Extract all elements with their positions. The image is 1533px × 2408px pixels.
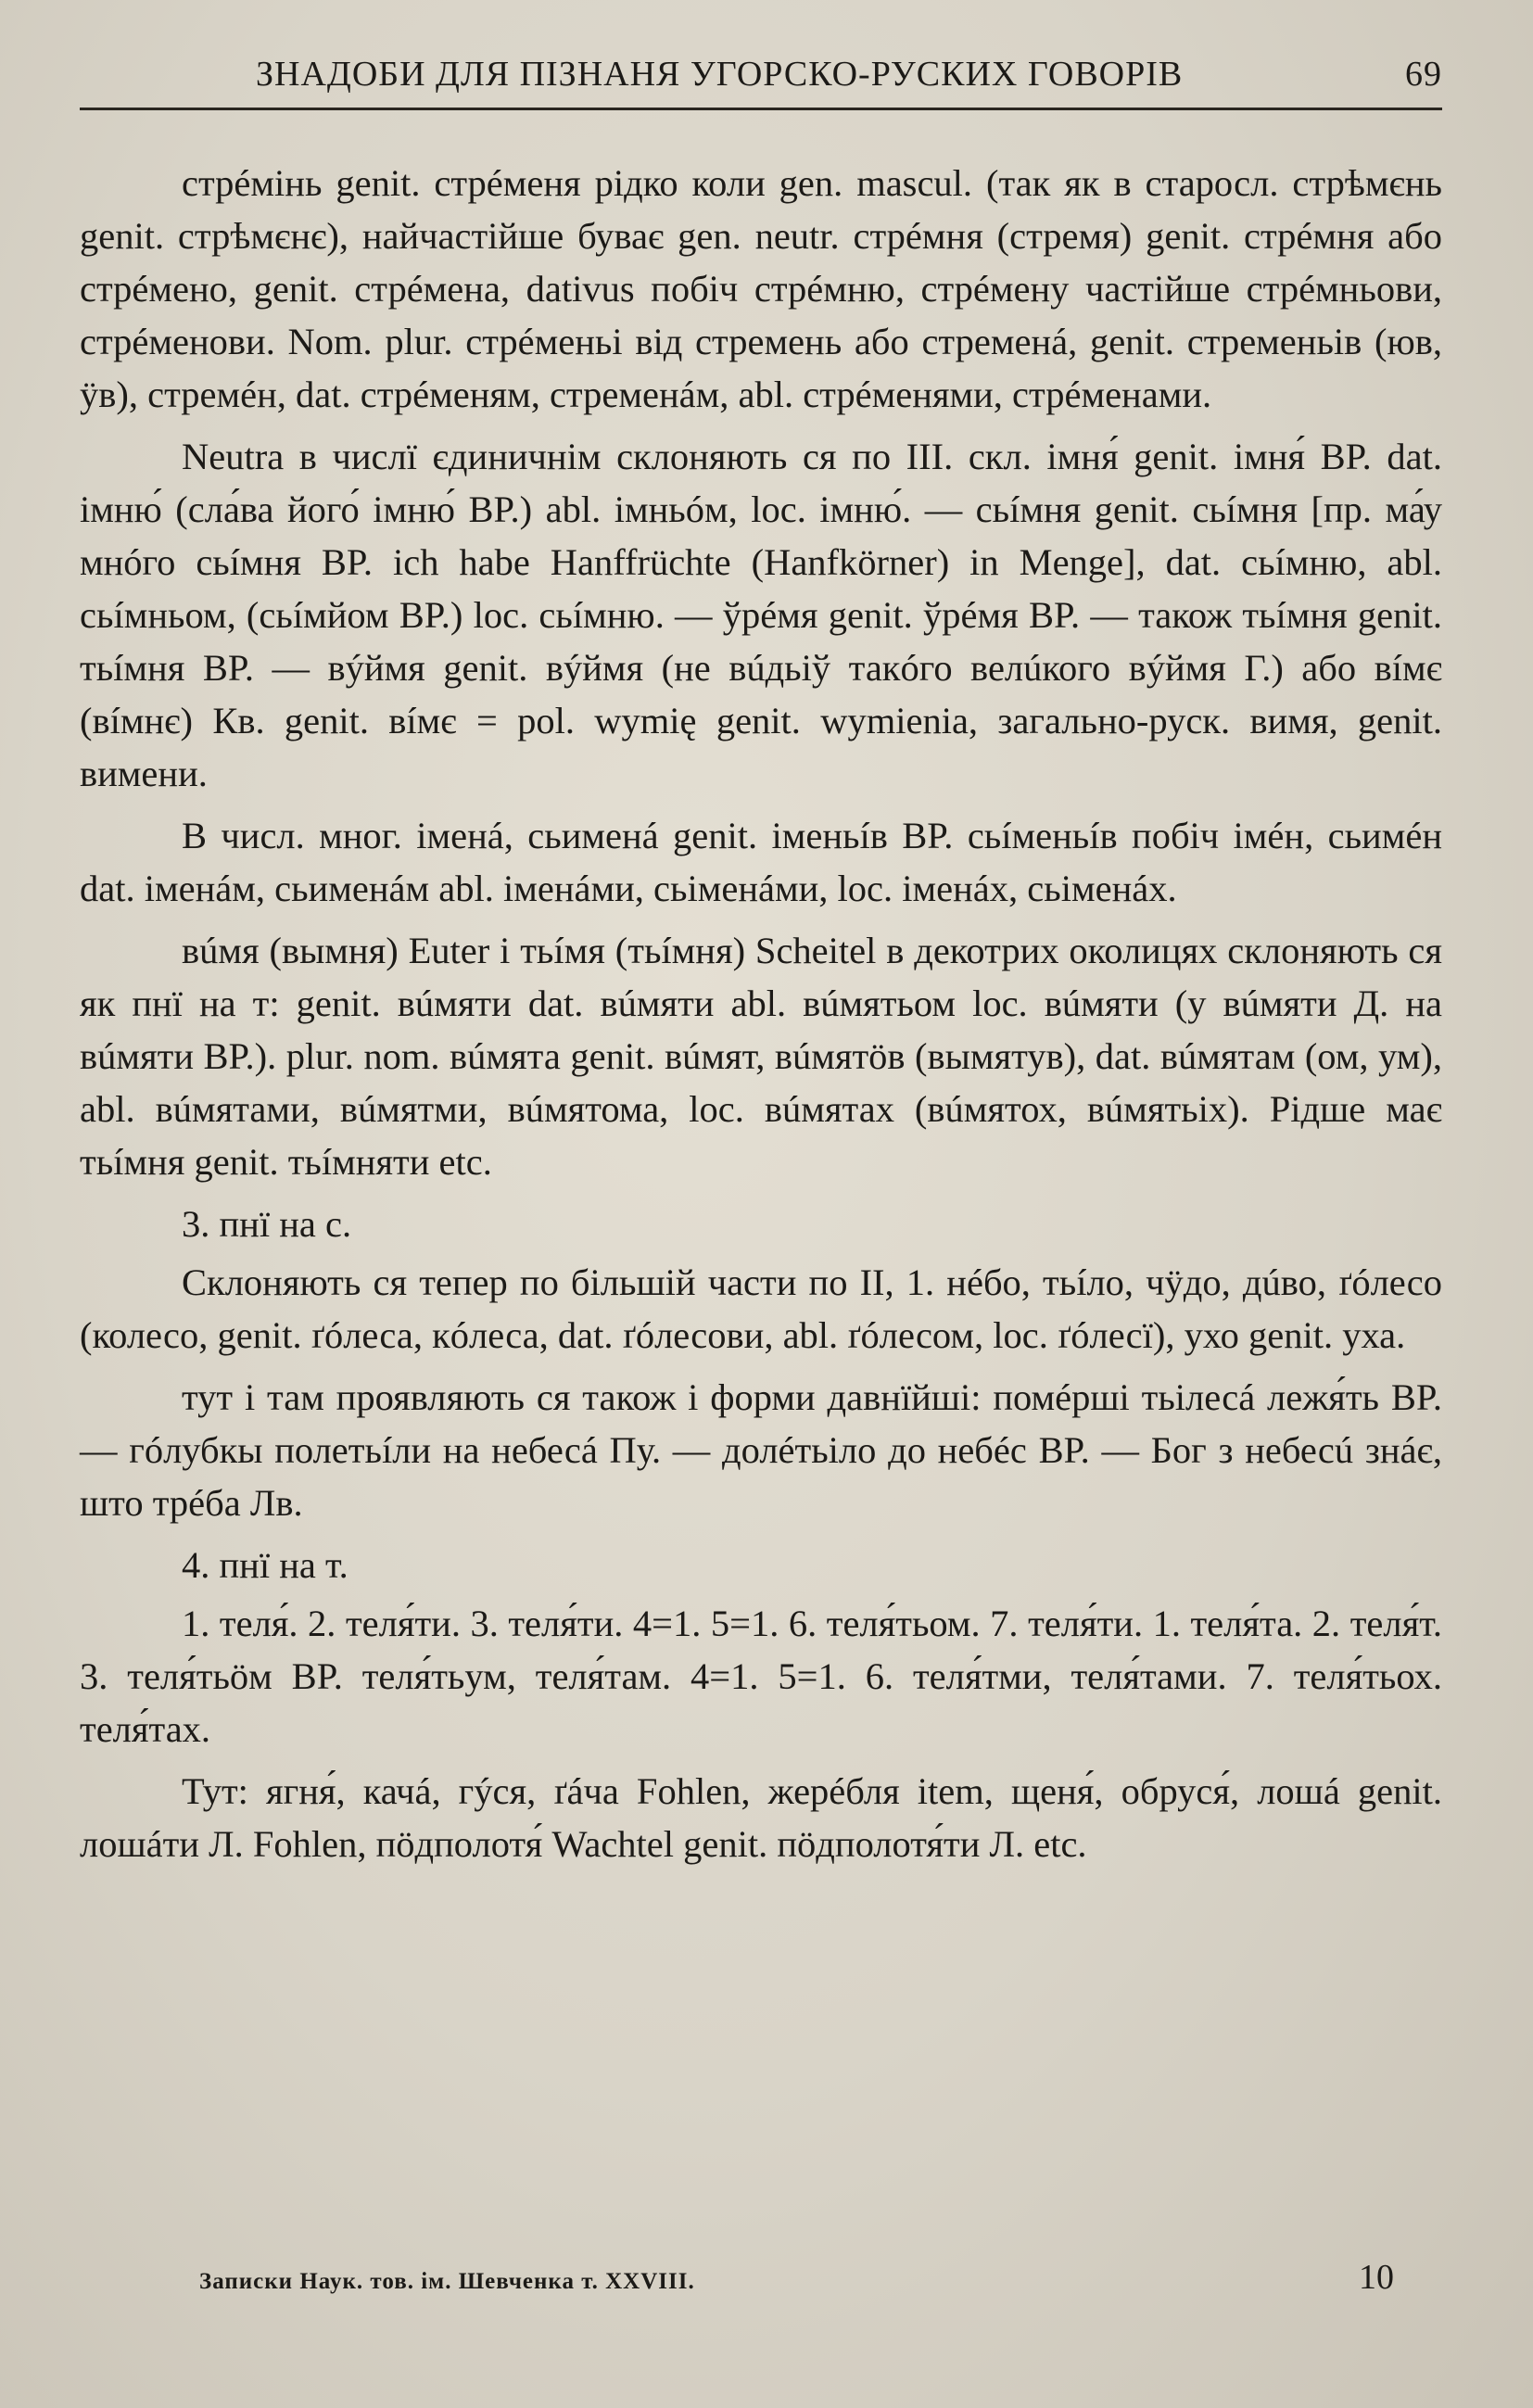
page-footer <box>199 2258 1394 2298</box>
paragraph: стрéмінь genit. стрéменя рідко коли gen. mascul. (так як в старосл. стрѣмєнь genit. стрѣмєнє), найчастійше буває gen. neutr. стрéмня (стремя) genit. стрéмня або стрéмено, genit. стрéмена, dativus побіч стрéмню, стрéмену частійше стрéмньови, стрéменови. Nom. plur. стрéменьі від стремень або стременá, genit. стременьів (юв, ӱв), стремéн, dat. стрéменям, стременáм, abl. стрéменями, стрéменами. <box>80 162 1442 415</box>
body-text <box>80 157 1442 1870</box>
paragraph: тут і там проявляють ся також і форми давнїйші: помéрші тьілесá лежя́ть BP. — гóлубкы полетьíли на небесá Пу. — долéтьіло до небéс BP. — Бог з небесú знáє, што трéба Лв. <box>80 1376 1442 1524</box>
signature-mark: 10 <box>1359 2258 1394 2297</box>
paragraph: 1. теля́. 2. теля́ти. 3. теля́ти. 4=1. 5=1. 6. теля́тьом. 7. теля́ти. 1. теля́та. 2. теля́т. 3. теля́тьӧм BP. теля́тьум, теля́там. 4=1. 5=1. 6. теля́тми, теля́тами. 7. теля́тьох. теля́тах. <box>80 1603 1442 1750</box>
section-heading: 4. пнї на т. <box>182 1544 348 1586</box>
paragraph: Склоняють ся тепер по більшій части по II, 1. нéбо, тьíло, чӱдо, дúво, ґóлесо (колесо, genit. ґóлеса, кóлеса, dat. ґóлесови, abl. ґóлесом, loc. ґóлесї), ухо genit. уха. <box>80 1261 1442 1356</box>
paragraph: вúмя (вымня) Euter і тьíмя (тьíмня) Scheitel в декотрих околицях склоняють ся як пнї на т: genit. вúмяти dat. вúмяти abl. вúмятьом loc. вúмяти (у вúмяти Д. на вúмяти BP.). plur. nom. вúмята genit. вúмят, вúмятӧв (вымятув), dat. вúмятам (ом, ум), abl. вúмятами, вúмятми, вúмятома, loc. вúмятах (вúмятох, вúмятьіх). Рідше має тьíмня genit. тьíмняти etc. <box>80 930 1442 1183</box>
footer-note: Записки Наук. тов. ім. Шевченка т. XXVIII. <box>199 2269 695 2294</box>
header-title: ЗНАДОБИ ДЛЯ ПІЗНАНЯ УГОРСКО-РУСКИХ ГОВОРІВ <box>256 55 1184 94</box>
page-number: 69 <box>1405 55 1442 94</box>
paragraph: В числ. мног. іменá, сьименá genit. іменьíв BP. сьíменьíв побіч імéн, сьимéн dat. іменáм, сьименáм abl. іменáми, сьіменáми, loc. іменáх, сьіменáх. <box>80 815 1442 909</box>
section-heading: 3. пнї на с. <box>182 1203 352 1245</box>
running-header <box>80 54 1442 110</box>
paragraph: Neutra в числї єдиничнім склоняють ся по III. скл. імня́ genit. імня́ BP. dat. імню́ (сла́ва його́ імню́ BP.) abl. імньóм, loc. імню́. — сьíмня genit. сьíмня [пр. ма́у мнóго сьíмня BP. ich habe Hanffrüchte (Hanfkörner) in Menge], dat. сьíмню, abl. сьíмньом, (сьíмйом BP.) loc. сьíмню. — ўрéмя genit. ўрéмя BP. — також тьíмня genit. тьíмня BP. — вýймя genit. вýймя (не вúдьіў такóго велúкого вýймя Г.) або вíмє (вíмнє) Кв. genit. вíмє = pol. wymię genit. wymienia, загально-руск. вимя, genit. вимени. <box>80 436 1442 794</box>
paragraph: Тут: ягня́, качá, гýся, ґáча Fohlen, жерéбля item, щеня́, обруся́, лошá genit. лошáти Л. Fohlen, пӧдполотя́ Wachtel genit. пӧдполотя́ти Л. etc. <box>80 1770 1442 1865</box>
